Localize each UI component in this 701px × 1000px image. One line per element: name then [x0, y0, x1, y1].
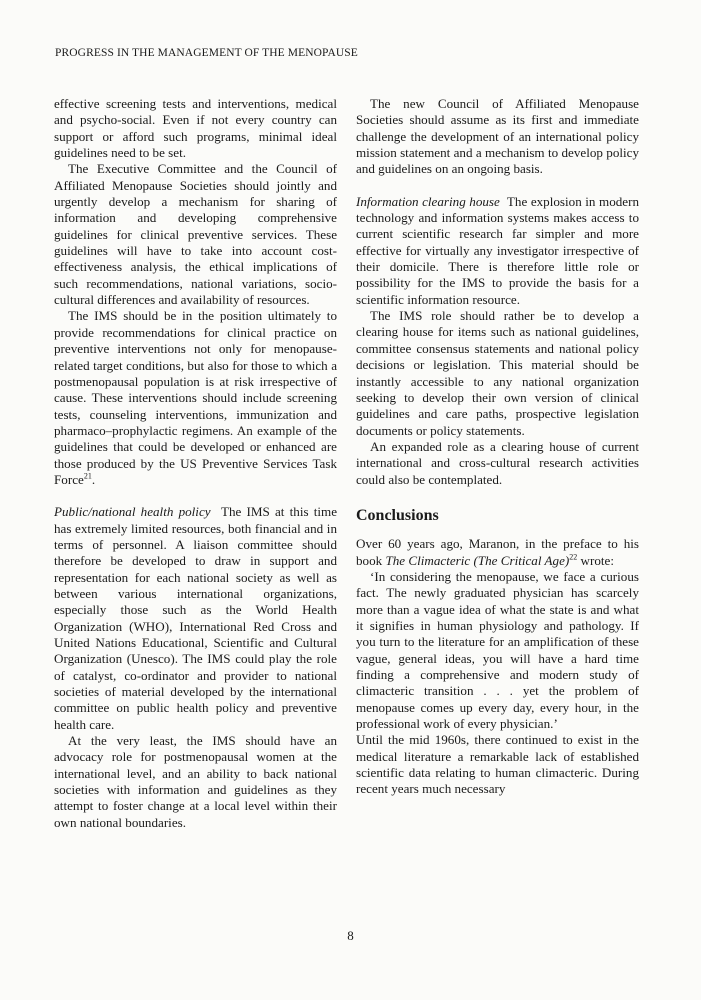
section-runin-heading: Public/national health policy — [54, 504, 211, 520]
running-header: PROGRESS IN THE MANAGEMENT OF THE MENOPAUSE — [55, 47, 358, 59]
paragraph: The new Council of Affiliated Menopause Societies should assume as its first and immediate challenge the development of an international policy mission statement and a mechanism to develop policy and guidelines on an ongoing basis. — [356, 96, 639, 177]
paragraph: At the very least, the IMS should have an advocacy role for postmenopausal women at the international level, and an ability to back national societies with information and guidelines as they attempt to foster change at a local level within their own national boundaries. — [54, 733, 337, 830]
reference-superscript: 22 — [569, 552, 578, 562]
block-quote: ‘In considering the menopause, we face a curious fact. The newly graduated physician has scarcely more than a vague idea of what the state is and what it signifies in human physiology and pathology. If you turn to the literature for an amplification of these vague, general ideas, you will have a hard time finding a comprehensive and modern study of climacteric transition . . . yet the problem of menopause comes up every day, every hour, in the professional work of every physician.’ — [356, 568, 639, 732]
paragraph — [356, 536, 639, 569]
section-runin-heading: Information clearing house — [356, 193, 500, 209]
book-title: The Climacteric (The Critical Age) — [385, 552, 570, 568]
paragraph: The IMS role should rather be to develop a clearing house for items such as national guidelines, committee consensus statements and national policy decisions or legislation. This material should be instantly accessible to any national organization seeking to develop their own version of clinical guidelines and care paths, prospective legislation documents or policy statements. — [356, 308, 639, 438]
paragraph — [54, 308, 337, 488]
paragraph-text: Over 60 years ago, Maranon, in the preface to his book — [356, 536, 639, 568]
paragraph-text: The explosion in modern technology and information systems makes access to current scientific research far simpler and more effective for virtually any investigator irrespective of their domicile. There is therefore little role or possibility for the IMS to provide the basis for a scientific information resource. — [356, 193, 640, 307]
paragraph: An expanded role as a clearing house of current international and cross-cultural research activities could also be contemplated. — [356, 438, 639, 487]
reference-superscript: 21 — [83, 471, 92, 481]
paragraph-text: The IMS at this time has extremely limited resources, both financial and in terms of personnel. A liaison committee should therefore be developed to draw in support and representation for each national society as well as between various international organizations, especially those such as the World Health Organization (WHO), International Red Cross and United Nations Educational, Scientific and Cultural Organization (Unesco). The IMS could play the role of catalyst, co-ordinator and provider to national societies of material developed by the international committee on public health policy and preventive health care. — [54, 504, 338, 732]
paragraph-text: wrote: — [577, 552, 614, 568]
paragraph-text: The IMS should be in the position ultimately to provide recommendations for clinical practice on preventive interventions not only for menopause-related target conditions, but also for those to which a postmenopausal population is at risk irrespective of cause. These interventions should include screening tests, counseling interventions, immunization and pharmaco–prophylactic regimens. An example of the guidelines that could be developed or enhanced are those produced by the US Preventive Services Task Force — [54, 308, 337, 487]
left-column — [54, 96, 337, 831]
paragraph — [54, 504, 337, 733]
page-number: 8 — [347, 928, 354, 943]
paragraph: Until the mid 1960s, there continued to exist in the medical literature a remarkable lack of established scientific data relating to human climacteric. During recent years much necessary — [356, 732, 639, 797]
paragraph: effective screening tests and interventions, medical and psycho-social. Even if not every country can support or afford such programs, minimal ideal guidelines need to be set. — [54, 96, 337, 161]
section-heading-conclusions: Conclusions — [356, 506, 439, 524]
right-column — [356, 96, 639, 798]
paragraph: The Executive Committee and the Council of Affiliated Menopause Societies should jointly and urgently develop a mechanism for sharing of information and developing comprehensive guidelines for clinical preventive services. These guidelines will have to take into account cost-effectiveness analysis, the ethical implications of such recommendations, national variations, socio-cultural differences and availability of resources. — [54, 161, 337, 308]
paragraph-text: . — [91, 471, 96, 487]
paragraph — [356, 194, 639, 308]
